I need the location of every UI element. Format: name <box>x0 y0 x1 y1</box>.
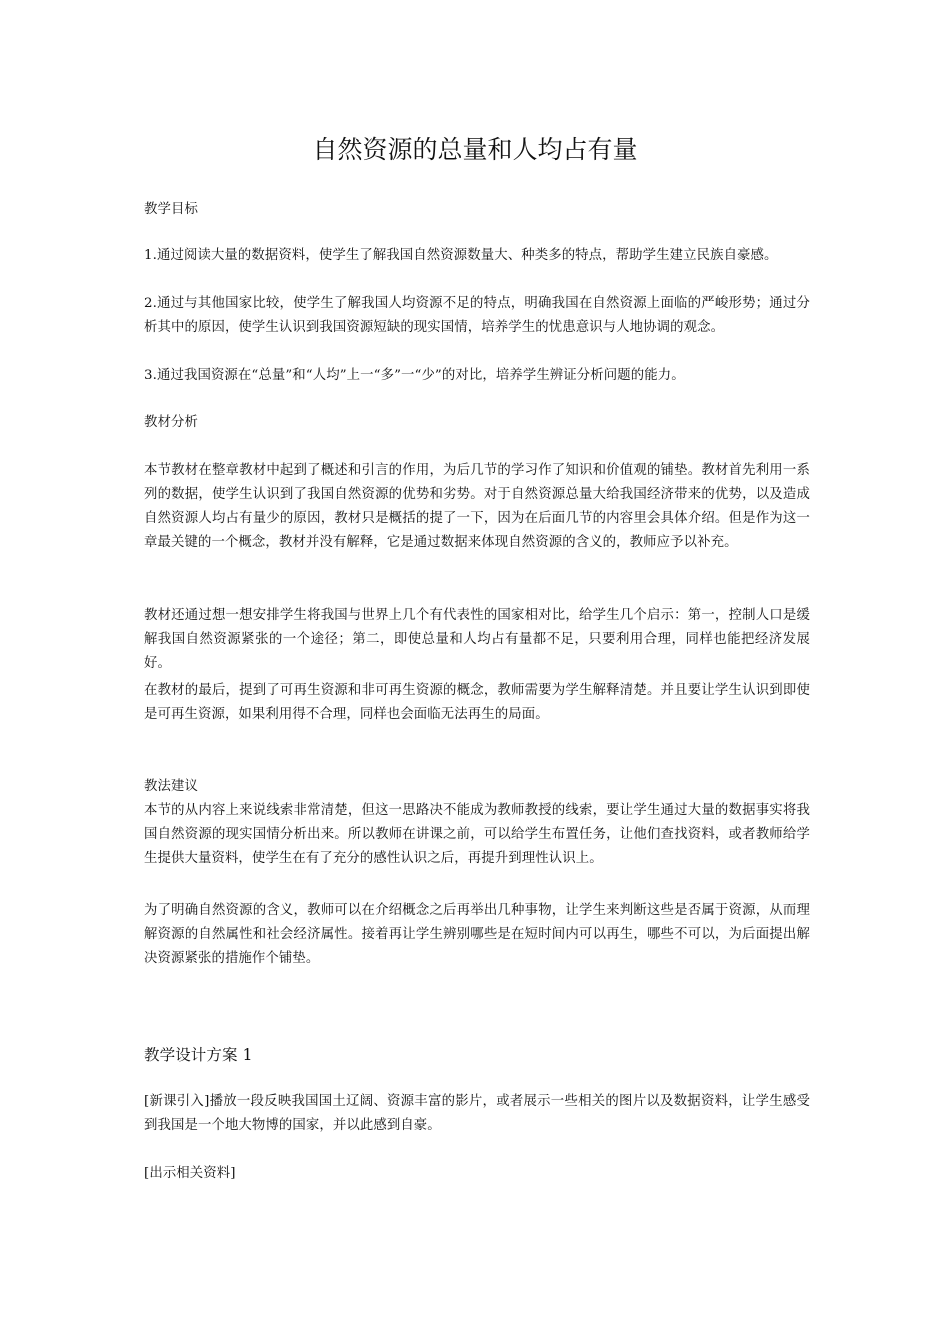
heading-teaching-plan: 教学设计方案 1 <box>144 1046 253 1064</box>
analysis-paragraph-2: 教材还通过想一想安排学生将我国与世界上几个有代表性的国家相对比，给学生几个启示：第一，控制人口是缓解我国自然资源紧张的一个途径；第二，即使总量和人均占有量都不足，只要利用合理，同样也能把经济发展好。 <box>144 608 810 671</box>
goal-paragraph-2: 2.通过与其他国家比较，使学生了解我国人均资源不足的特点，明确我国在自然资源上面临的严峻形势；通过分析其中的原因，使学生认识到我国资源短缺的现实国情，培养学生的忧患意识与人地协调的观念。 <box>144 296 810 335</box>
plan-material-label: [出示相关资料] <box>144 1166 236 1181</box>
method-paragraph-1: 本节的从内容上来说线索非常清楚，但这一思路决不能成为教师教授的线索，要让学生通过大量的数据事实将我国自然资源的现实国情分析出来。所以教师在讲课之前，可以给学生布置任务，让他们查找资料，或者教师给学生提供大量资料，使学生在有了充分的感性认识之后，再提升到理性认识上。 <box>144 803 810 866</box>
heading-teaching-goals: 教学目标 <box>144 202 198 217</box>
document-title: 自然资源的总量和人均占有量 <box>312 135 638 164</box>
heading-teaching-method: 教法建议 <box>144 779 198 794</box>
heading-material-analysis: 教材分析 <box>144 415 198 430</box>
goal-paragraph-1: 1.通过阅读大量的数据资料，使学生了解我国自然资源数量大、种类多的特点，帮助学生建立民族自豪感。 <box>144 248 778 263</box>
goal-paragraph-3: 3.通过我国资源在“总量”和“人均”上一“多”一“少”的对比，培养学生辨证分析问题的能力。 <box>144 368 685 383</box>
analysis-paragraph-1: 本节教材在整章教材中起到了概述和引言的作用，为后几节的学习作了知识和价值观的铺垫。教材首先利用一系列的数据，使学生认识到了我国自然资源的优势和劣势。对于自然资源总量大给我国经济带来的优势，以及造成自然资源人均占有量少的原因，教材只是概括的提了一下，因为在后面几节的内容里会具体介绍。但是作为这一章最关键的一个概念，教材并没有解释，它是通过数据来体现自然资源的含义的，教师应予以补充。 <box>144 463 810 550</box>
method-paragraph-2: 为了明确自然资源的含义，教师可以在介绍概念之后再举出几种事物，让学生来判断这些是否属于资源，从而理解资源的自然属性和社会经济属性。接着再让学生辨别哪些是在短时间内可以再生，哪些不可以，为后面提出解决资源紧张的措施作个铺垫。 <box>144 903 810 966</box>
analysis-paragraph-3: 在教材的最后，提到了可再生资源和非可再生资源的概念，教师需要为学生解释清楚。并且要让学生认识到即使是可再生资源，如果利用得不合理，同样也会面临无法再生的局面。 <box>144 683 810 722</box>
plan-intro-paragraph: [新课引入]播放一段反映我国国土辽阔、资源丰富的影片，或者展示一些相关的图片以及数据资料，让学生感受到我国是一个地大物博的国家，并以此感到自豪。 <box>144 1094 810 1133</box>
